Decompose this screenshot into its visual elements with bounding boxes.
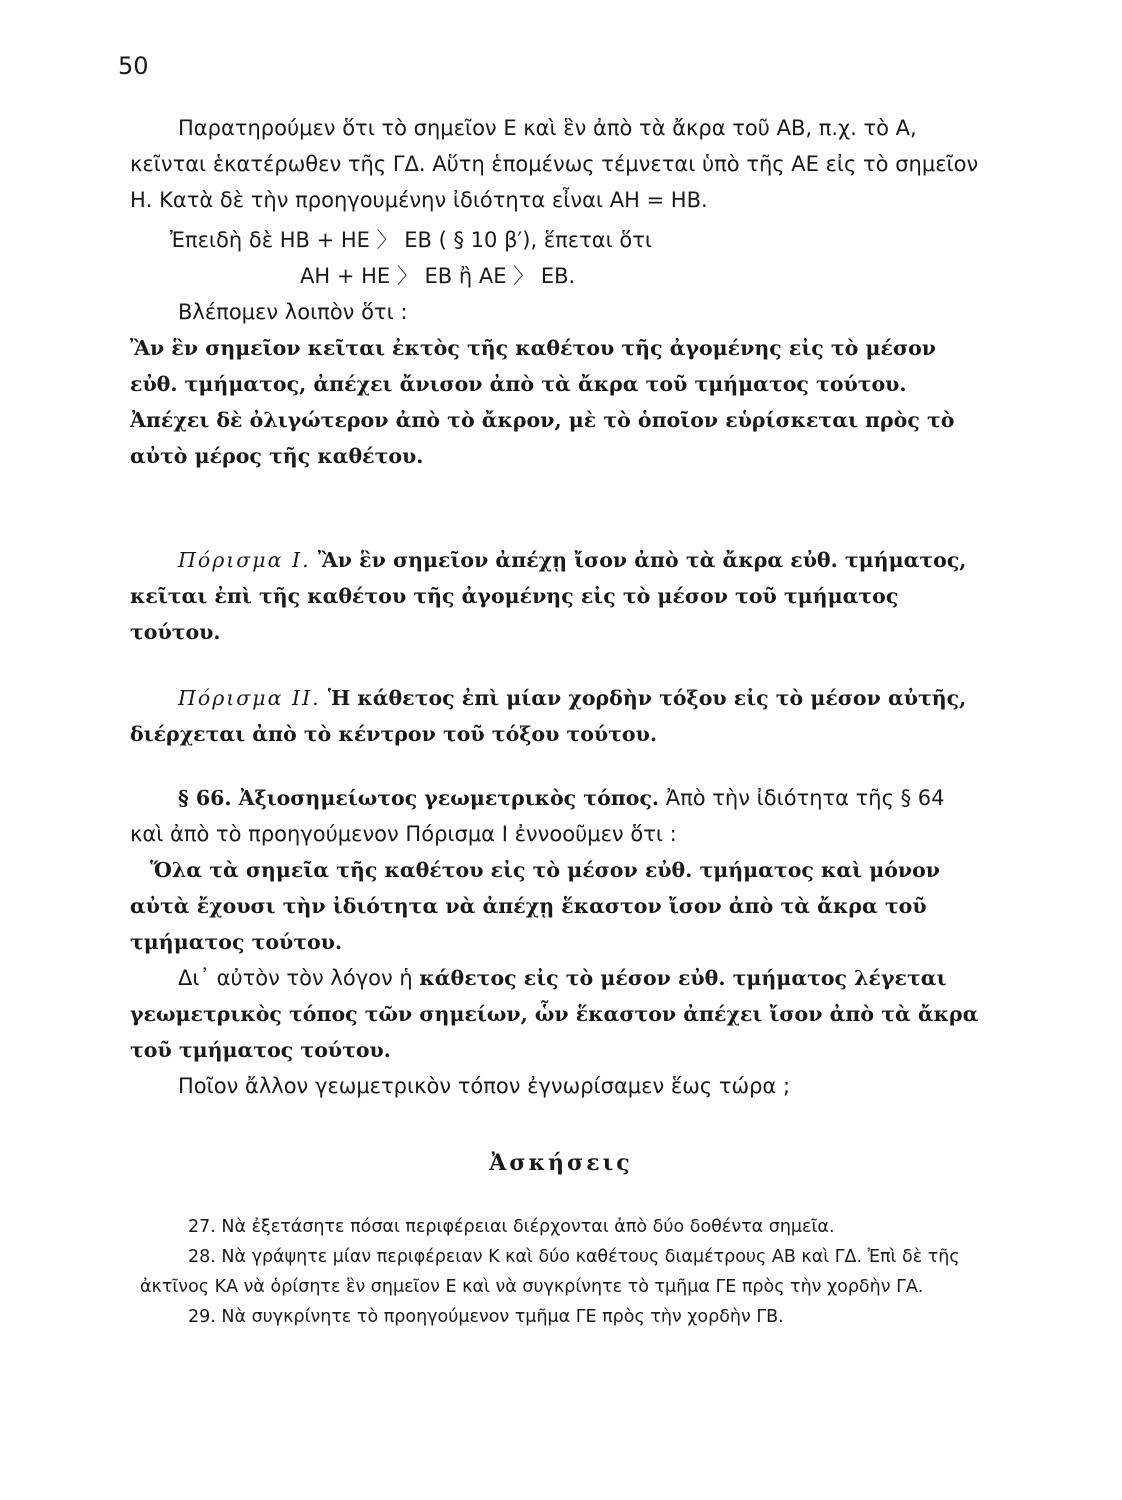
theorem-statement: Ἂν ἓν σημεῖον κεῖται ἐκτὸς τῆς καθέτου τῆς ἀγομένης εἰς τὸ μέσον εὐθ. τμήματος, ἀπέχει ἄνισον ἀπὸ τὰ ἄκρα τοῦ τμήματος τούτου. Ἀπέχει δὲ ὀλιγώτερον ἀπὸ τὸ ἄκρον, μὲ τὸ ὁποῖον εὑρίσκεται πρὸς τὸ αὐτὸ μέρος τῆς καθέτου.: [130, 336, 955, 468]
main-text-block: [130, 110, 980, 474]
exercises-heading: Ἀσκήσεις: [489, 1150, 633, 1176]
porisma-2-text: Ἡ κάθετος ἐπὶ μίαν χορδὴν τόξου εἰς τὸ μέσον αὐτῆς, διέρχεται ἀπὸ τὸ κέντρον τοῦ τόξου τούτου.: [130, 686, 967, 746]
section-66-text: Ἀπὸ τὴν ἰδιότητα τῆς § 64 καὶ ἀπὸ τὸ προηγούμενον Πόρισμα Ι ἐννοοῦμεν ὅτι :: [130, 786, 945, 846]
porisma-1-text: Ἂν ἓν σημεῖον ἀπέχῃ ἴσον ἀπὸ τὰ ἄκρα εὐθ. τμήματος, κεῖται ἐπὶ τῆς καθέτου τῆς ἀγομένης εἰς τὸ μέσον τοῦ τμήματος τούτου.: [130, 548, 967, 644]
section-66: [130, 780, 980, 1104]
porisma-1-label: Πόρισμα Ι.: [178, 548, 311, 572]
locus-definition-intro: Δι᾽ αὐτὸν τὸν λόγον ἡ: [178, 966, 413, 990]
inequality-line-1: Ἐπειδὴ δὲ ΗΒ + ΗΕ 〉 ΕΒ ( § 10 β′), ἕπεται ὅτι: [170, 228, 653, 252]
conclusion-intro: Βλέπομεν λοιπὸν ὅτι :: [178, 300, 408, 324]
locus-definition: κάθετος εἰς τὸ μέσον εὐθ. τμήματος λέγεται γεωμετρικὸς τόπος τῶν σημείων, ὧν ἕκαστον ἀπέχει ἴσον ἀπὸ τὰ ἄκρα τοῦ τμήματος τούτου.: [130, 966, 979, 1062]
inequality-line-2: ΑΗ + ΗΕ 〉 ΕΒ ἢ ΑΕ 〉 ΕΒ.: [300, 264, 576, 288]
page-number: 50: [118, 52, 149, 80]
locus-statement: Ὅλα τὰ σημεῖα τῆς καθέτου εἰς τὸ μέσον εὐθ. τμήματος καὶ μόνον αὐτὰ ἔχουσι τὴν ἰδιότητα νὰ ἀπέχῃ ἕκαστον ἴσον ἀπὸ τὰ ἄκρα τοῦ τμήματος τούτου.: [130, 858, 941, 954]
exercises-list: [140, 1212, 985, 1332]
paragraph-observation: Παρατηρούμεν ὅτι τὸ σημεῖον Ε καὶ ἓν ἀπὸ τὰ ἄκρα τοῦ ΑΒ, π.χ. τὸ Α, κεῖνται ἑκατέρωθεν τῆς ΓΔ. Αὕτη ἑπομένως τέμνεται ὑπὸ τῆς ΑΕ εἰς τὸ σημεῖον Η. Κατὰ δὲ τὴν προηγουμένην ἰδιότητα εἶναι ΑΗ = ΗΒ.: [130, 116, 979, 212]
exercise-27: 27. Νὰ ἐξετάσητε πόσαι περιφέρειαι διέρχονται ἀπὸ δύο δοθέντα σημεῖα.: [188, 1217, 835, 1237]
question: Ποῖον ἄλλον γεωμετρικὸν τόπον ἐγνωρίσαμεν ἕως τώρα ;: [178, 1074, 791, 1098]
exercise-28: 28. Νὰ γράψητε μίαν περιφέρειαν Κ καὶ δύο καθέτους διαμέτρους ΑΒ καὶ ΓΔ. Ἐπὶ δὲ τῆς ἀκτῖνος ΚΑ νὰ ὁρίσητε ἓν σημεῖον Ε καὶ νὰ συγκρίνητε τὸ τμῆμα ΓΕ πρὸς τὴν χορδὴν ΓΑ.: [140, 1247, 960, 1297]
section-66-title: § 66. Ἀξιοσημείωτος γεωμετρικὸς τόπος.: [178, 786, 660, 810]
porisma-1: [130, 542, 980, 650]
porisma-2-label: Πόρισμα ΙΙ.: [178, 686, 321, 710]
porisma-2: [130, 680, 980, 752]
exercise-29: 29. Νὰ συγκρίνητε τὸ προηγούμενον τμῆμα ΓΕ πρὸς τὴν χορδὴν ΓΒ.: [188, 1307, 784, 1327]
